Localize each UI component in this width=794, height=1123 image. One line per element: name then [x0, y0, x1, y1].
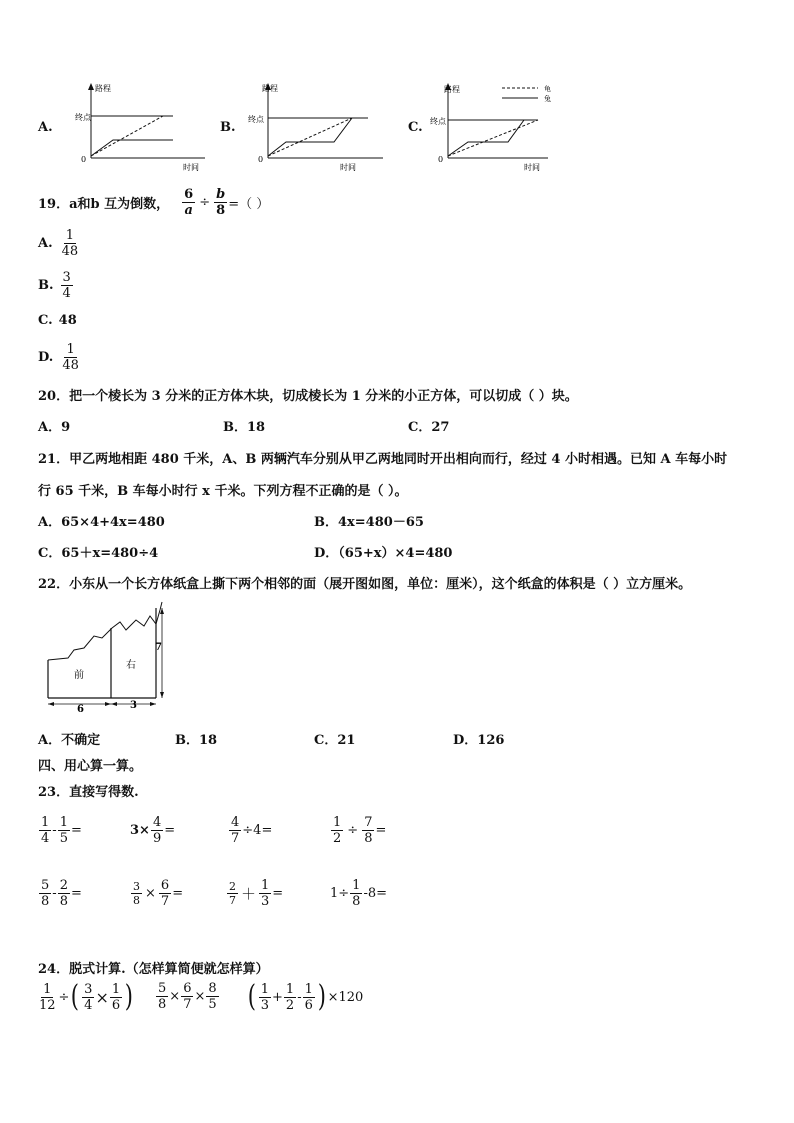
- q22-option-b[interactable]: B．18: [175, 733, 218, 748]
- q20-stem: 20．把一个棱长为 3 分米的正方体木块，切成棱长为 1 分米的小正方体，可以切成（ ）块。: [38, 389, 578, 404]
- y-axis-label: 路程: [444, 85, 460, 94]
- q24-expression-2: $\frac{5}{8}$ × $\frac{6}{7}$ × $\frac{8}{5}$: [158, 981, 217, 1012]
- q19-frac-1: $\frac{6}{a}$: [184, 187, 194, 218]
- q21-option-d[interactable]: D．（65+x）×4=480: [314, 546, 453, 561]
- q21-stem-line1: 21．甲乙两地相距 480 千米，A、B 两辆汽车分别从甲乙两地同时开出相向而行，经过 4 小时相遇。已知 A 车每小时: [38, 452, 728, 467]
- end-label: 终点: [75, 113, 91, 122]
- graph-option-c-label: C.: [408, 120, 423, 135]
- graph-option-a-label: A.: [38, 120, 53, 135]
- origin-label: 0: [438, 155, 444, 164]
- legend-turtle-label: 龟: [544, 85, 551, 93]
- q23-item-2: 3× $\frac{4}{9}$ =: [130, 815, 176, 846]
- q20-option-c[interactable]: C．27: [408, 420, 450, 435]
- q24-expression-3: ( $\frac{1}{3}$ + $\frac{1}{2}$ - $\frac{1}{6}$ ) ×120: [247, 979, 364, 1014]
- origin-label: 0: [81, 155, 87, 164]
- graph-b: [248, 80, 388, 175]
- height-label: 7: [155, 642, 162, 653]
- section-4-heading: 四、用心算一算。: [38, 759, 143, 774]
- q21-option-b[interactable]: B．4x=480－65: [314, 515, 424, 530]
- q19-option-d[interactable]: D. $\frac{1}{48}$: [38, 342, 79, 373]
- x-axis-label: 时间: [183, 163, 199, 172]
- q19-stem: 19．a和b 互为倒数， $\frac{6}{a}$ ÷ $\frac{b}{8}$ =（ ）: [38, 187, 270, 218]
- rabbit-path: [91, 140, 173, 156]
- q24-expression-1: $\frac{1}{12}$ ÷ ( $\frac{3}{4}$ × $\frac{1}{6}$ ): [39, 979, 134, 1014]
- legend-rabbit-label: 兔: [544, 95, 551, 103]
- origin-label: 0: [258, 155, 264, 164]
- depth-label: 3: [130, 700, 137, 711]
- q23-item-6: $\frac{3}{8}$ × $\frac{6}{7}$ =: [133, 878, 184, 909]
- rabbit-path: [448, 120, 524, 156]
- q22-stem: 22．小东从一个长方体纸盒上撕下两个相邻的面（展开图如图，单位：厘米），这个纸盒的体积是（ ）立方厘米。: [38, 577, 692, 592]
- graph-a: [75, 80, 215, 175]
- x-axis-label: 时间: [340, 163, 356, 172]
- q19-option-c[interactable]: C. 48: [38, 313, 77, 328]
- y-axis-label: 路程: [95, 84, 111, 93]
- y-axis-label: 路程: [262, 84, 278, 93]
- end-label: 终点: [430, 117, 446, 126]
- turtle-path: [91, 116, 163, 156]
- front-face-label: 前: [74, 670, 84, 681]
- q23-item-1: $\frac{1}{4}$ - $\frac{1}{5}$ =: [41, 815, 82, 846]
- q24-stem: 24．脱式计算.（怎样算简便就怎样算）: [38, 962, 269, 977]
- q22-option-c[interactable]: C．21: [314, 733, 356, 748]
- q19-option-a[interactable]: A. $\frac{1}{48}$: [38, 228, 79, 259]
- graph-c: [428, 80, 568, 175]
- q23-stem: 23．直接写得数.: [38, 785, 139, 800]
- end-label: 终点: [248, 115, 264, 124]
- width-label: 6: [77, 704, 84, 715]
- q23-item-5: $\frac{5}{8}$ - $\frac{2}{8}$ =: [41, 878, 82, 909]
- q21-option-c[interactable]: C．65＋x=480÷4: [38, 546, 159, 561]
- torn-edge: [48, 602, 162, 660]
- turtle-path: [268, 118, 352, 156]
- q20-option-a[interactable]: A．9: [38, 420, 71, 435]
- y-axis-arrow: [88, 83, 94, 90]
- x-axis-label: 时间: [524, 163, 540, 172]
- q22-option-d[interactable]: D．126: [453, 733, 505, 748]
- q20-option-b[interactable]: B．18: [223, 420, 266, 435]
- q23-item-7: $\frac{2}{7}$ ＋ $\frac{1}{3}$ =: [229, 878, 284, 909]
- q19-frac-2: $\frac{b}{8}$: [216, 187, 226, 218]
- q22-option-a[interactable]: A．不确定: [38, 733, 101, 748]
- q19-option-b[interactable]: B. $\frac{3}{4}$: [38, 270, 71, 301]
- turtle-path: [448, 120, 538, 156]
- q23-item-3: $\frac{4}{7}$ ÷4=: [231, 815, 273, 846]
- q23-item-4: $\frac{1}{2}$ ÷ $\frac{7}{8}$ =: [333, 815, 387, 846]
- q22-net-figure: [40, 600, 170, 715]
- q23-item-8: 1÷ $\frac{1}{8}$ -8=: [330, 878, 388, 909]
- graph-option-b-label: B.: [220, 120, 236, 135]
- right-face-label: 右: [126, 660, 136, 671]
- q21-stem-line2: 行 65 千米，B 车每小时行 x 千米。下列方程不正确的是（ ）。: [38, 484, 408, 499]
- q21-option-a[interactable]: A．65×4+4x=480: [38, 515, 165, 530]
